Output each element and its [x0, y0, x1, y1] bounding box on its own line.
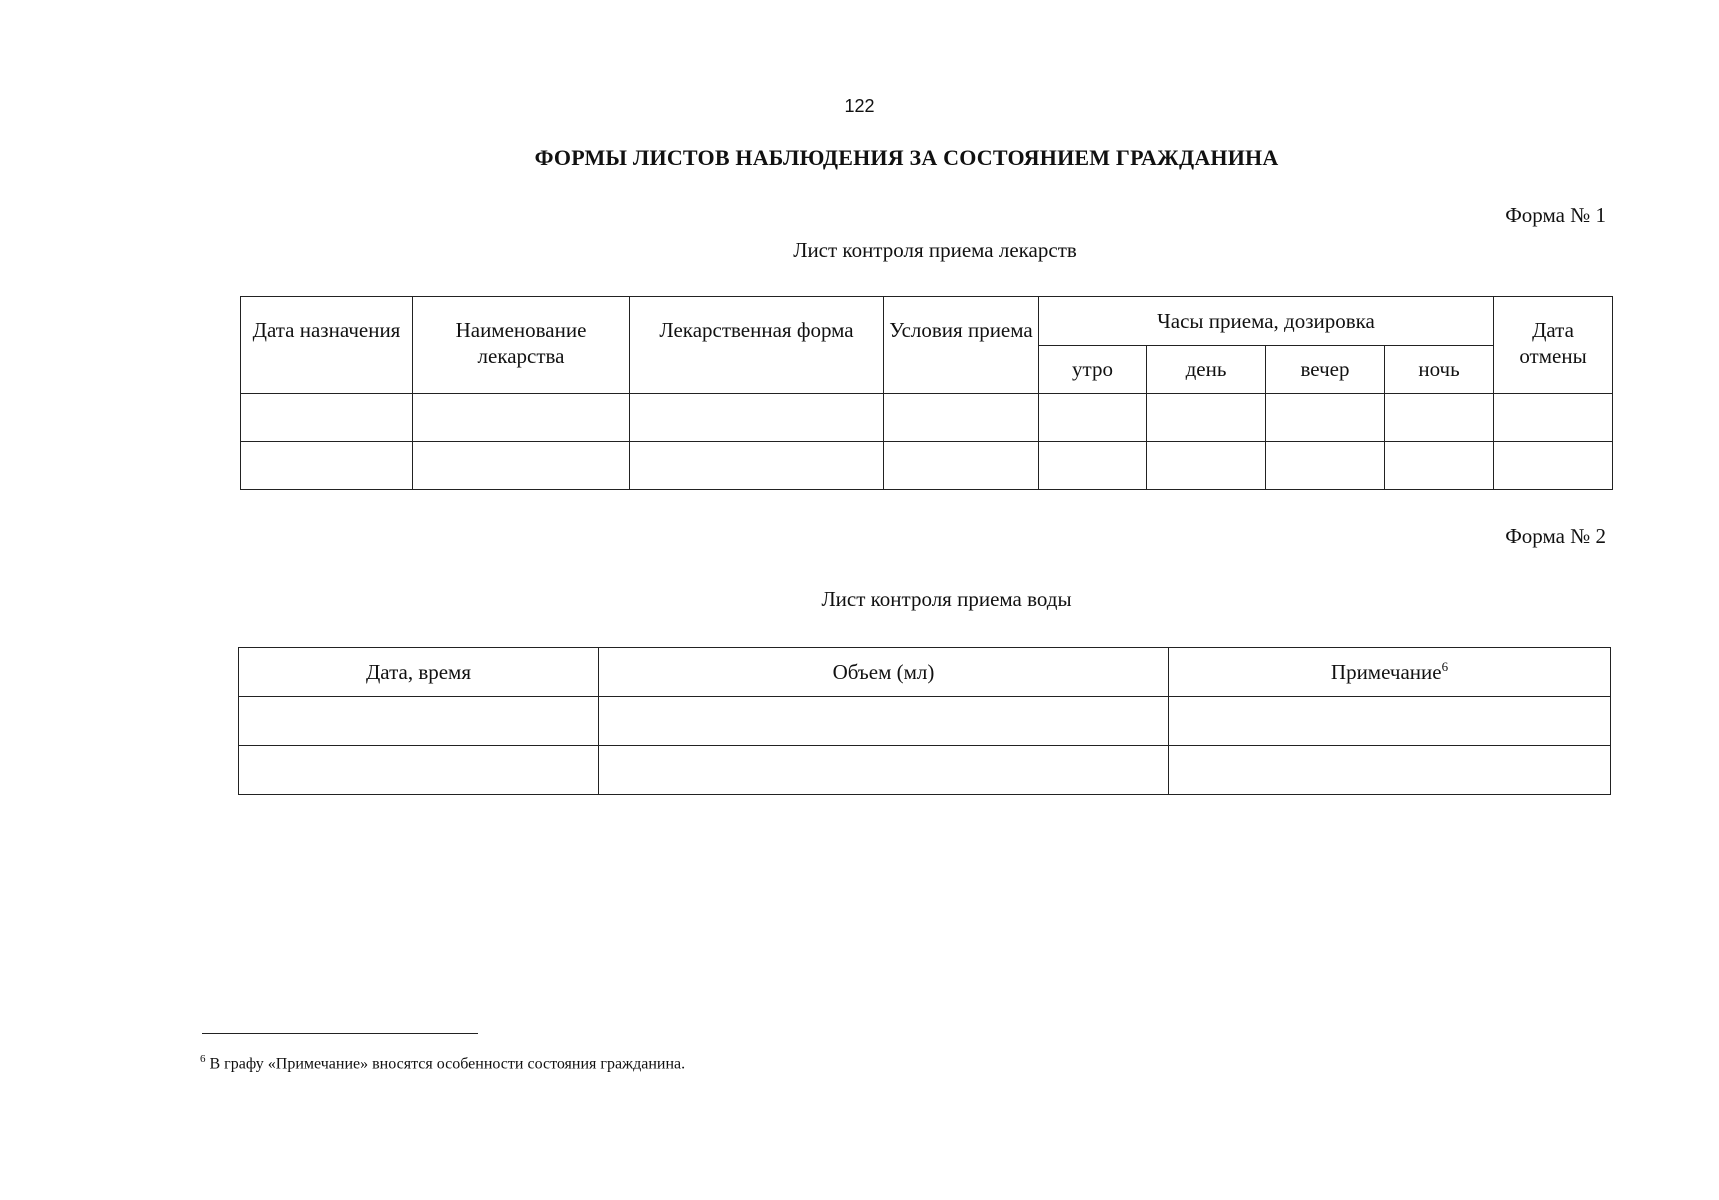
table-row [241, 442, 1613, 490]
table-cell[interactable] [413, 442, 630, 490]
table-row [239, 697, 1611, 746]
header-note [1169, 648, 1611, 697]
table-cell[interactable] [1039, 394, 1147, 442]
table-row [239, 746, 1611, 795]
table-cell[interactable] [241, 394, 413, 442]
medication-control-table [240, 296, 1613, 490]
header-evening: вечер [1266, 346, 1385, 394]
water-sheet-title: Лист контроля приема воды [821, 587, 1072, 611]
footnote [200, 1053, 685, 1073]
page-title: ФОРМЫ ЛИСТОВ НАБЛЮДЕНИЯ ЗА СОСТОЯНИЕМ ГРАЖДАНИНА [534, 145, 1279, 170]
header-drug-name: Наименование лекарства [413, 297, 630, 394]
header-hours-dosage: Часы приема, дозировка [1039, 297, 1494, 346]
header-note-label: Примечание [1330, 659, 1442, 684]
form2-label: Форма № 2 [1505, 524, 1606, 548]
table-cell[interactable] [884, 394, 1039, 442]
table-cell[interactable] [1385, 442, 1494, 490]
table-cell[interactable] [599, 697, 1169, 746]
table-cell[interactable] [1147, 442, 1266, 490]
table-cell[interactable] [1169, 697, 1611, 746]
table-cell[interactable] [413, 394, 630, 442]
table-cell[interactable] [599, 746, 1169, 795]
table-cell[interactable] [239, 746, 599, 795]
table-cell[interactable] [1266, 442, 1385, 490]
header-volume: Объем (мл) [599, 648, 1169, 697]
header-night: ночь [1385, 346, 1494, 394]
header-datetime: Дата, время [239, 648, 599, 697]
header-date-assigned: Дата назначения [241, 297, 413, 394]
table-cell[interactable] [241, 442, 413, 490]
header-conditions: Условия приема [884, 297, 1039, 394]
form1-label: Форма № 1 [1505, 203, 1606, 227]
table-cell[interactable] [1385, 394, 1494, 442]
medication-sheet-title: Лист контроля приема лекарств [793, 238, 1077, 262]
header-day: день [1147, 346, 1266, 394]
table-cell[interactable] [1266, 394, 1385, 442]
table-cell[interactable] [239, 697, 599, 746]
header-morning: утро [1039, 346, 1147, 394]
header-date-cancel: Дата отмены [1494, 297, 1613, 394]
water-control-table [238, 647, 1611, 795]
table-cell[interactable] [630, 394, 884, 442]
footnote-text: В графу «Примечание» вносятся особенности состояния гражданина. [205, 1055, 686, 1073]
page-number: 122 [844, 96, 875, 116]
table-cell[interactable] [1494, 442, 1613, 490]
table-cell[interactable] [1039, 442, 1147, 490]
footnote-mark: 6 [1441, 658, 1449, 674]
table-cell[interactable] [884, 442, 1039, 490]
table-cell[interactable] [1169, 746, 1611, 795]
table-cell[interactable] [1147, 394, 1266, 442]
table-row [241, 394, 1613, 442]
footnote-divider [202, 1033, 478, 1034]
footnote-number: 6 [200, 1053, 206, 1065]
table-cell[interactable] [1494, 394, 1613, 442]
header-dosage-form: Лекарственная форма [630, 297, 884, 394]
table-cell[interactable] [630, 442, 884, 490]
